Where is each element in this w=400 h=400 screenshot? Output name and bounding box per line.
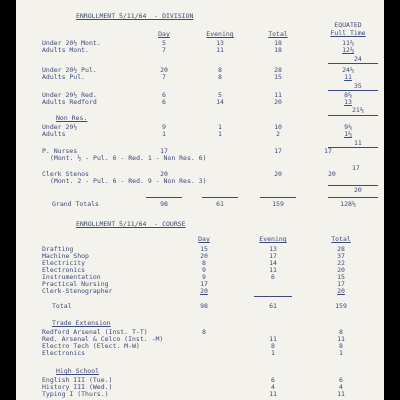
subtotal: 21⅔: [352, 106, 364, 114]
cell-day: 9: [162, 123, 166, 131]
cell-total: 20: [274, 98, 282, 106]
row-note: (Mont. ½ - Pul. 6 - Red. 1 - Non Res. 6): [50, 154, 207, 162]
cell-evening: 8: [218, 66, 222, 74]
header-day: Day: [158, 30, 170, 38]
underline-rule: [328, 90, 378, 91]
cell-day: 17: [160, 147, 168, 155]
cell-day: 8: [202, 259, 206, 267]
hs-label: History III (Wed.): [42, 383, 113, 391]
cell-evening: 17: [269, 252, 277, 260]
cell-day: 20: [160, 66, 168, 74]
cell-total: 1: [339, 349, 343, 357]
cell-evening: 1: [271, 349, 275, 357]
cell-day: 98: [200, 302, 208, 310]
cell-equated: 24⅔: [342, 66, 354, 74]
underline-rule: [328, 115, 378, 116]
cell-total: 6: [339, 376, 343, 384]
cell-total: 37: [337, 252, 345, 260]
cell-evening: 14: [269, 259, 277, 267]
underline-rule: [254, 296, 292, 297]
row-label: P. Nurses: [42, 147, 78, 155]
cell-total: 11: [337, 335, 345, 343]
trade-label: Electronics: [42, 349, 86, 357]
cell-evening: 6: [271, 273, 275, 281]
course-total-label: Total: [52, 302, 72, 310]
cell-evening: 8: [218, 73, 222, 81]
subtotal: 20: [354, 186, 362, 194]
cell-evening: 4: [271, 383, 275, 391]
cell-evening: 61: [269, 302, 277, 310]
cell-total: 4: [339, 383, 343, 391]
cell-day: 17: [200, 280, 208, 288]
cell-total: 18: [274, 39, 282, 47]
cell-total: 20: [337, 287, 345, 295]
subtotal: 11: [354, 139, 362, 147]
header-evening: Evening: [206, 30, 234, 38]
hs-label: English III (Tue.): [42, 376, 113, 384]
row-label: Adults Redford: [42, 98, 97, 106]
underline-rule: [328, 185, 378, 186]
course-label: Practical Nursing: [42, 280, 109, 288]
division-title: ENROLLMENT 5/11/64 - DIVISION: [76, 12, 194, 20]
cell-total: 20: [337, 266, 345, 274]
cell-equated: 128⅓: [340, 200, 356, 208]
course-label: Instrumentation: [42, 273, 101, 281]
non-res-heading: Non Res.: [56, 114, 88, 122]
cell-evening: 1: [218, 123, 222, 131]
cell-equated: 20: [328, 170, 336, 178]
underline-rule: [146, 197, 182, 198]
course-label: Electricity: [42, 259, 86, 267]
cell-day: 7: [162, 46, 166, 54]
cell-total: 8: [339, 342, 343, 350]
cell-equated: 8⅔: [344, 91, 352, 99]
underline-rule: [328, 197, 378, 198]
cell-evening: 61: [216, 200, 224, 208]
cell-equated: 11⅔: [342, 39, 354, 47]
cell-total: 20: [274, 170, 282, 178]
cell-equated: 17: [324, 147, 332, 155]
cell-day: 15: [200, 245, 208, 253]
cell-evening: 13: [269, 245, 277, 253]
row-label: Adults: [42, 130, 66, 138]
cell-total: 28: [274, 66, 282, 74]
cell-total: 17: [274, 147, 282, 155]
cell-day: 20: [200, 287, 208, 295]
cell-evening: 1: [218, 130, 222, 138]
cell-total: 159: [272, 200, 284, 208]
high-school-heading: High School: [56, 367, 100, 375]
cell-total: 11: [337, 390, 345, 398]
header-evening: Evening: [259, 235, 287, 243]
cell-day: 6: [162, 91, 166, 99]
cell-day: 1: [162, 130, 166, 138]
cell-day: 8: [202, 328, 206, 336]
subtotal: 24: [354, 55, 362, 63]
cell-evening: 11: [269, 390, 277, 398]
cell-evening: 5: [218, 91, 222, 99]
underline-rule: [328, 63, 378, 64]
cell-day: 98: [160, 200, 168, 208]
cell-evening: 13: [216, 39, 224, 47]
cell-total: 2: [276, 130, 280, 138]
cell-day: 9: [202, 266, 206, 274]
cell-total: 28: [337, 245, 345, 253]
course-label: Drafting: [42, 245, 74, 253]
row-label: Under 20½ Pul.: [42, 66, 97, 74]
grand-totals-label: Grand Totals: [52, 200, 99, 208]
underline-rule: [260, 197, 296, 198]
cell-total: 22: [337, 259, 345, 267]
course-label: Clerk-Stenographer: [42, 287, 113, 295]
cell-day: 20: [160, 170, 168, 178]
cell-total: 10: [274, 123, 282, 131]
cell-equated: 9⅓: [344, 123, 352, 131]
row-label: Under 20½: [42, 123, 78, 131]
trade-extension-heading: Trade Extension: [52, 319, 111, 327]
cell-total: 17: [337, 280, 345, 288]
course-title: ENROLLMENT 5/11/64 - COURSE: [76, 220, 186, 228]
row-label: Under 20½ Red.: [42, 91, 97, 99]
course-label: Machine Shop: [42, 252, 89, 260]
cell-day: 20: [200, 252, 208, 260]
cell-evening: 11: [216, 46, 224, 54]
trade-label: Red. Arsenal & Celco (Inst. -M): [42, 335, 164, 343]
cell-day: 5: [162, 39, 166, 47]
cell-equated: 11: [344, 73, 352, 81]
header-full-time: Full Time: [330, 29, 366, 37]
cell-total: 15: [274, 73, 282, 81]
header-total: Total: [268, 30, 288, 38]
cell-day: 9: [202, 273, 206, 281]
trade-label: Redford Arsenal (Inst. T-T): [42, 328, 148, 336]
row-label: Under 20½ Mont.: [42, 39, 101, 47]
header-total: Total: [331, 235, 351, 243]
course-label: Electronics: [42, 266, 86, 274]
cell-evening: 6: [271, 376, 275, 384]
cell-equated: 13: [344, 98, 352, 106]
cell-total: 15: [337, 273, 345, 281]
underline-rule: [328, 147, 378, 148]
subtotal: 35: [354, 82, 362, 90]
cell-equated: 12⅓: [342, 46, 354, 54]
cell-evening: 11: [269, 266, 277, 274]
header-day: Day: [198, 235, 210, 243]
cell-evening: 14: [216, 98, 224, 106]
row-label: Adults Pul.: [42, 73, 86, 81]
cell-total: 11: [274, 91, 282, 99]
cell-day: 6: [162, 98, 166, 106]
cell-total: 159: [335, 302, 347, 310]
underline-rule: [202, 197, 238, 198]
row-note: (Mont. 2 - Pul. 6 - Red. 9 - Non Res. 3): [50, 177, 207, 185]
cell-total: 18: [274, 46, 282, 54]
header-equated: EQUATED: [334, 21, 362, 29]
subtotal: 17: [352, 164, 360, 172]
cell-evening: 11: [269, 335, 277, 343]
cell-equated: 1⅔: [344, 130, 352, 138]
cell-day: 7: [162, 73, 166, 81]
trade-label: Electro Tech (Elect. M-W): [42, 342, 140, 350]
cell-evening: 8: [271, 342, 275, 350]
row-label: Clerk Stenos: [42, 170, 89, 178]
row-label: Adults Mont.: [42, 46, 89, 54]
cell-total: 8: [339, 328, 343, 336]
hs-label: Typing I (Thurs.): [42, 390, 109, 398]
document-page: [16, 0, 384, 400]
